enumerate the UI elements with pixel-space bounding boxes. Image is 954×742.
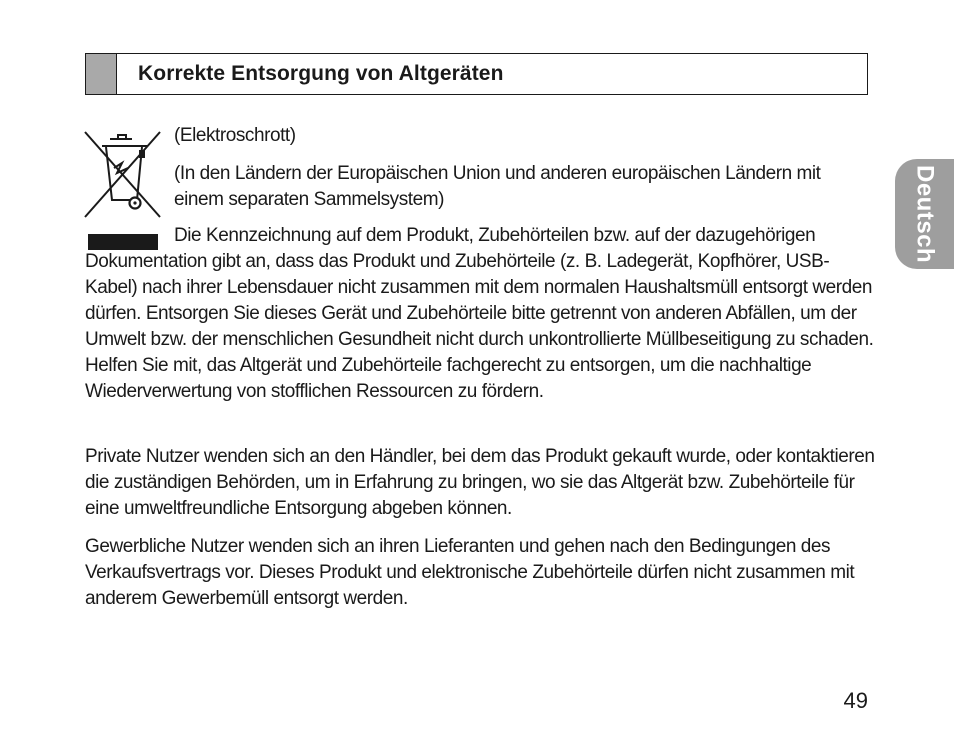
eu-note: (In den Ländern der Europäischen Union und anderen europäischen Ländern mit einem separaten Sammelsystem) xyxy=(174,163,821,210)
crossed-out-wheeled-bin-icon xyxy=(84,130,162,220)
section-title: Korrekte Entsorgung von Altgeräten xyxy=(138,62,504,85)
page-number: 49 xyxy=(843,688,868,713)
business-users-paragraph: Gewerbliche Nutzer wenden sich an ihren Lieferanten und gehen nach den Bedingungen des Verkaufsvertrags vor. Dieses Produkt und elektronische Zubehörteile dürfen nicht zusammen mit anderem Gewerbemüll entsorgt werden. xyxy=(85,536,855,609)
language-side-tab xyxy=(895,159,954,269)
title-accent-block xyxy=(86,54,117,94)
private-users-paragraph: Private Nutzer wenden sich an den Händler, bei dem das Produkt gekauft wurde, oder kontaktieren die zuständigen Behörden, um in Erfahrung zu bringen, wo sie das Altgerät bzw. Zubehörteile für eine umweltfreundliche Entsorgung abgeben können. xyxy=(85,446,875,519)
section-title-box xyxy=(85,53,868,95)
elektroschrott-note: (Elektroschrott) xyxy=(174,125,296,146)
language-tab-label: Deutsch xyxy=(911,164,939,264)
disposal-main-paragraph: Die Kennzeichnung auf dem Produkt, Zubehörteilen bzw. auf der dazugehörigen Dokumentation gibt an, dass das Produkt und Zubehörteile (z. B. Ladegerät, Kopfhörer, USB-Kabel) nach ihrer Lebensdauer nicht zusammen mit dem normalen Haushaltsmüll entsorgt werden dürfen. Entsorgen Sie dieses Gerät und Zubehörteile bitte getrennt von anderen Abfällen, um der Umwelt bzw. der menschlichen Gesundheit nicht durch unkontrollierte Müllbeseitigung zu schaden. Helfen Sie mit, das Altgerät und Zubehörteile fachgerecht zu entsorgen, um die nachhaltige Wiederverwertung von stofflichen Ressourcen zu fördern. xyxy=(85,225,874,402)
